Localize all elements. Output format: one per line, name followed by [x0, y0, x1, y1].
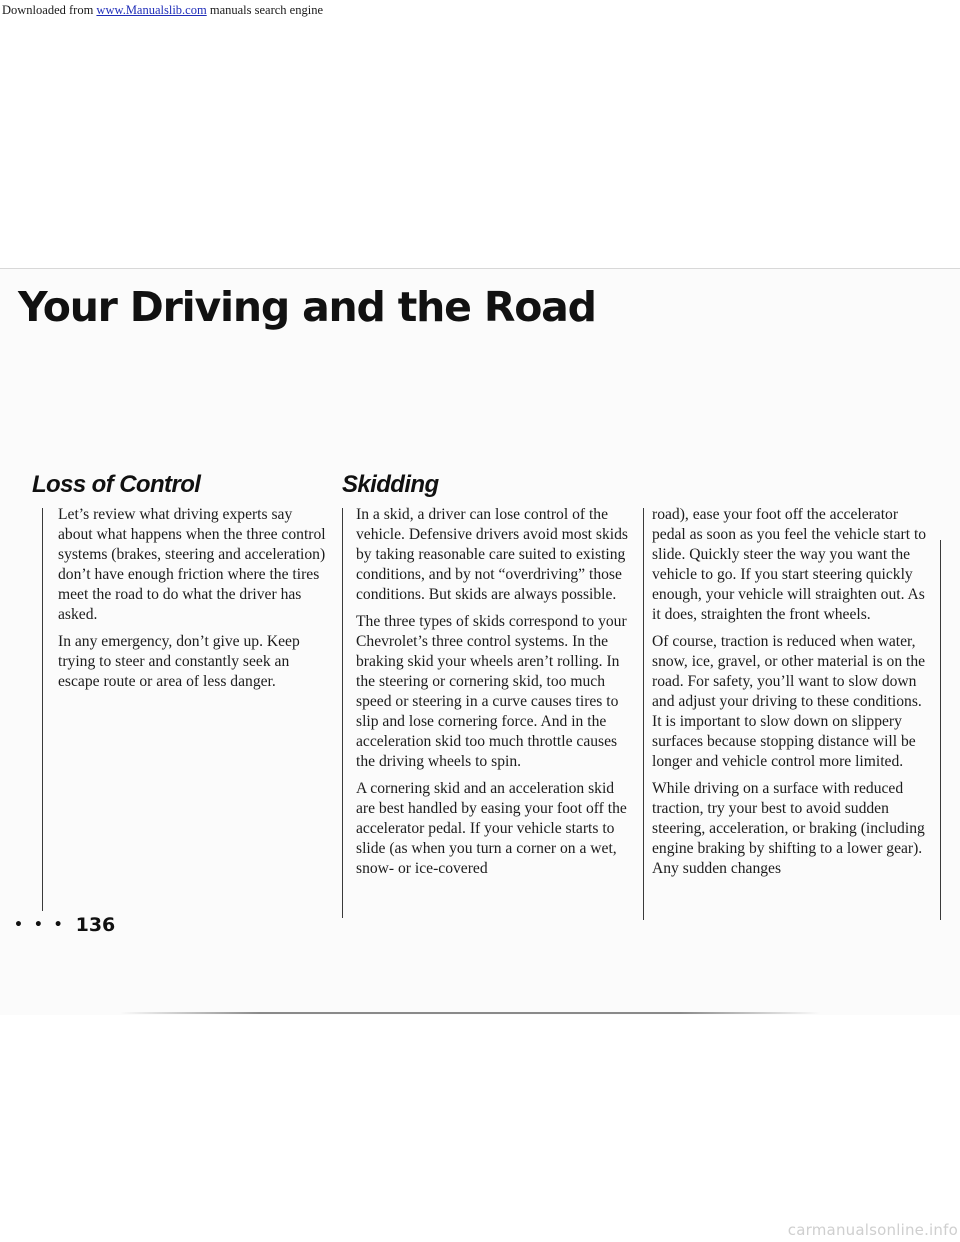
page-number-value: 136 [75, 914, 116, 936]
banner-prefix: Downloaded from [2, 3, 97, 17]
column-rule-left [42, 508, 43, 911]
column-rule-right-b [940, 540, 941, 920]
download-banner [0, 0, 960, 18]
manualslib-link[interactable]: www.Manualslib.com [96, 3, 207, 17]
footer-logo: carmanualsonline.info [787, 1221, 958, 1239]
paragraph: road), ease your foot off the accelerator pedal as soon as you feel the vehicle start to slide. Quickly steer the way you want the vehicle to go. If you start steering quickly enough, your vehicle will straighten out. As it does, straighten the front wheels. [652, 506, 927, 623]
paragraph: While driving on a surface with reduced traction, try your best to avoid sudden steering, acceleration, or braking (including engine braking by shifting to a lower gear). Any sudden changes [652, 780, 925, 877]
paragraph: In a skid, a driver can lose control of the vehicle. Defensive drivers avoid most skids by taking reasonable care suited to existing conditions, and by not “overdriving” those conditions. But skids are always possible. [356, 506, 628, 603]
page-number [14, 914, 115, 936]
paragraph: A cornering skid and an acceleration skid are best handled by easing your foot off the accelerator pedal. If your vehicle starts to slide (as when you turn a corner on a wet, snow- or ice-covered [356, 780, 627, 877]
page-number-dots: • • • [14, 917, 66, 933]
skidding-text [356, 505, 632, 886]
column-rule-middle [342, 508, 343, 918]
column-rule-right-a [643, 508, 644, 920]
paragraph: The three types of skids correspond to your Chevrolet’s three control systems. In the braking skid your wheels aren’t rolling. In the steering or cornering skid, too much speed or steering in a curve causes tires to slip and lose cornering force. And in the acceleration skid too much throttle causes the driving wheels to spin. [356, 613, 627, 770]
paragraph: Of course, traction is reduced when water, snow, ice, gravel, or other material is on the road. For safety, you’ll want to slow down and adjust your driving to these conditions. It is important to slow down on slippery surfaces because stopping distance will be longer and vehicle control more limited. [652, 633, 926, 770]
paragraph: Let’s review what driving experts say about what happens when the three control systems (brakes, steering and acceleration) don’t have enough friction where the tires meet the road to do what the driver has asked. [58, 506, 326, 623]
skidding-heading: Skidding [342, 471, 439, 498]
chapter-title: Your Driving and the Road [18, 283, 596, 331]
page-bottom-line [120, 1012, 820, 1014]
banner-suffix: manuals search engine [206, 3, 323, 17]
loss-of-control-text [58, 505, 326, 699]
paragraph: In any emergency, don’t give up. Keep trying to steer and constantly seek an escape route or area of less danger. [58, 633, 300, 690]
loss-of-control-heading: Loss of Control [32, 471, 201, 498]
continued-text [652, 505, 934, 886]
